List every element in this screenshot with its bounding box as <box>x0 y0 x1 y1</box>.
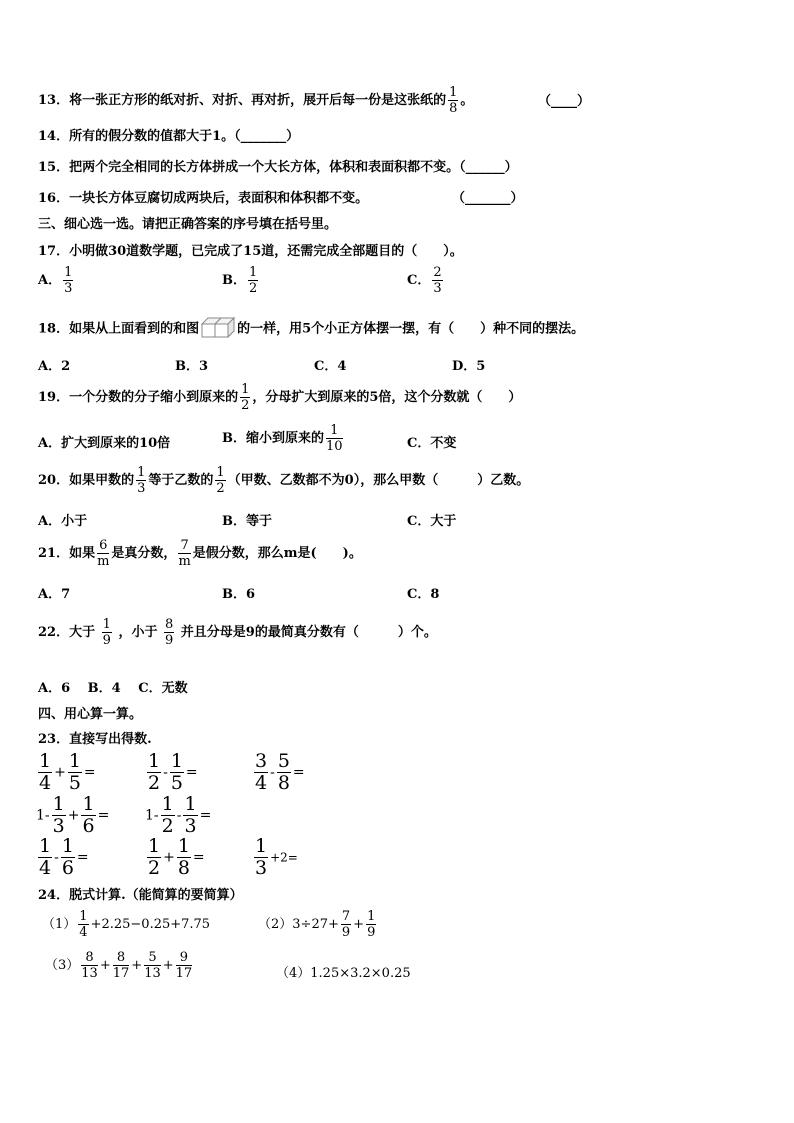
q23-expr-4: 1- $\frac{1}{3}$ + $\frac{1}{6}$ = <box>36 793 110 837</box>
q17-option-b: B． $\frac{1}{2}$ <box>222 265 258 296</box>
q23-expr-2: $\frac{1}{2}$ - $\frac{1}{5}$ = <box>148 750 198 794</box>
q24-part-4: （4）1.25×3.2×0.25 <box>276 966 411 981</box>
q21-option-b: B．6 <box>222 587 256 602</box>
q23-expr-1: $\frac{1}{4}$ + $\frac{1}{5}$ = <box>39 750 96 794</box>
q20-option-b: B．等于 <box>222 514 272 529</box>
q17-option-c: C． $\frac{2}{3}$ <box>407 265 442 296</box>
question-19: 19．一个分数的分子缩小到原来的 $\frac{1}{2}$ ，分母扩大到原来的5倍，这个分数就（ ） <box>38 382 522 413</box>
q18-option-d: D．5 <box>452 359 486 374</box>
q19-option-a: A．扩大到原来的10倍 <box>38 436 171 451</box>
question-16: 16．一块长方体豆腐切成两块后，表面积和体积都不变。 <box>38 191 369 206</box>
question-23-title: 23．直接写出得数. <box>38 732 152 747</box>
q17-option-a: A． $\frac{1}{3}$ <box>38 265 73 296</box>
section-4-heading: 四、用心算一算。 <box>38 707 143 722</box>
q24-part-1: （1） $\frac{1}{4}$ +2.25−0.25+7.75 <box>42 909 211 940</box>
q23-expr-3: $\frac{3}{4}$ - $\frac{5}{8}$ = <box>255 750 305 794</box>
q23-expr-5: 1- $\frac{1}{2}$ - $\frac{1}{3}$ = <box>145 793 212 837</box>
question-24-title: 24．脱式计算.（能简算的要简算） <box>38 888 243 903</box>
cube-figure <box>201 316 235 342</box>
q21-option-a: A．7 <box>38 587 71 602</box>
answer-blank-16: （_______） <box>452 191 524 206</box>
q19-option-b: B．缩小到原来的 $\frac{1}{10}$ <box>222 423 343 454</box>
q22-options: A．6 B．4 C．无数 <box>38 681 188 696</box>
question-20: 20．如果甲数的 $\frac{1}{3}$ 等于乙数的 $\frac{1}{2}$ （甲数、乙数都不为0），那么甲数（ ）乙数。 <box>38 465 530 496</box>
question-14: 14．所有的假分数的值都大于1。（_______） <box>38 129 300 144</box>
question-22: 22．大于 $\frac{1}{9}$ ，小于 $\frac{8}{9}$ 并且分母是9的最简真分数有（ ）个。 <box>38 617 437 648</box>
question-17: 17．小明做30道数学题，已完成了15道，还需完成全部题目的（ ）。 <box>38 244 463 259</box>
q24-part-3: （3） $\frac{8}{13}$ + $\frac{8}{17}$ + $\frac{5}{13}$ + $\frac{9}{17}$ <box>45 950 193 981</box>
q18-option-c: C．4 <box>314 359 347 374</box>
q20-option-c: C．大于 <box>407 514 457 529</box>
q23-expr-7: $\frac{1}{2}$ + $\frac{1}{8}$ = <box>148 835 205 879</box>
q18-option-b: B．3 <box>175 359 209 374</box>
q24-part-2: （2）3÷27+ $\frac{7}{9}$ + $\frac{1}{9}$ <box>258 909 376 940</box>
answer-blank-13: （____） <box>538 94 591 109</box>
q19-option-c: C．不变 <box>407 436 457 451</box>
section-3-heading: 三、细心选一选。请把正确答案的序号填在括号里。 <box>38 217 338 232</box>
question-15: 15．把两个完全相同的长方体拼成一个大长方体，体积和表面积都不变。（______） <box>38 160 518 175</box>
fraction: $\frac{1}{8}$ <box>449 85 458 116</box>
question-13: 13．将一张正方形的纸对折、对折、再对折，展开后每一份是这张纸的 $\frac{1}{8}$ 。 <box>38 85 474 116</box>
q23-expr-6: $\frac{1}{4}$ - $\frac{1}{6}$ = <box>39 835 89 879</box>
q18-option-a: A．2 <box>38 359 71 374</box>
q21-option-c: C．8 <box>407 587 440 602</box>
question-21: 21．如果 $\frac{6}{m}$ 是真分数， $\frac{7}{m}$ 是假分数，那么m是( )。 <box>38 538 362 569</box>
question-18: 18．如果从上面看到的和图 的一样，用5个小正方体摆一摆，有（ ）种不同的摆法。 <box>38 316 584 342</box>
q20-option-a: A．小于 <box>38 514 88 529</box>
q23-expr-8: $\frac{1}{3}$ +2= <box>255 835 298 879</box>
